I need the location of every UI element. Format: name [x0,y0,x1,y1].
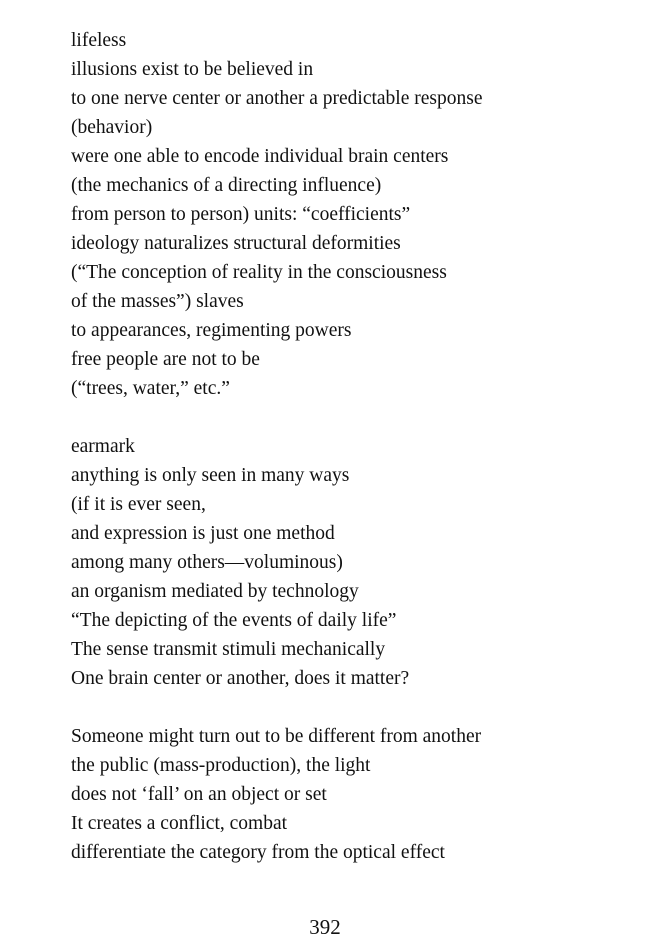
stanza-2 [71,432,631,693]
poem-line: (“trees, water,” etc.” [71,378,230,399]
poem-line: Someone might turn out to be different from another [71,726,482,747]
poem-body [71,26,631,867]
poem-line: (“The conception of reality in the consciousness [71,262,447,283]
poem-line: to one nerve center or another a predictable response [71,88,483,109]
poem-line: were one able to encode individual brain centers [71,146,449,167]
poem-line: the public (mass-production), the light [71,755,371,776]
poem-line: from person to person) units: “coefficients” [71,204,411,225]
poem-line: of the masses”) slaves [71,291,244,312]
poem-line: to appearances, regimenting powers [71,320,352,341]
poem-line: anything is only seen in many ways [71,465,350,486]
poem-line: differentiate the category from the optical effect [71,842,445,863]
poem-line: an organism mediated by technology [71,581,359,602]
page-number: 392 [309,915,341,939]
poem-line: (if it is ever seen, [71,494,206,515]
poem-line: illusions exist to be believed in [71,59,314,80]
stanza-1 [71,26,631,403]
poem-line: free people are not to be [71,349,260,370]
poem-line: “The depicting of the events of daily life” [71,610,397,631]
poem-line: One brain center or another, does it matter? [71,668,410,689]
poem-line: (behavior) [71,117,153,138]
poem-line: It creates a conflict, combat [71,813,288,834]
poem-line: ideology naturalizes structural deformities [71,233,401,254]
poem-line: The sense transmit stimuli mechanically [71,639,386,660]
poem-line: among many others—voluminous) [71,552,343,573]
poem-line: and expression is just one method [71,523,335,544]
poem-line: earmark [71,436,135,457]
poem-line: does not ‘fall’ on an object or set [71,784,327,805]
poem-line: (the mechanics of a directing influence) [71,175,382,196]
poem-line: lifeless [71,30,127,51]
stanza-3 [71,722,631,867]
